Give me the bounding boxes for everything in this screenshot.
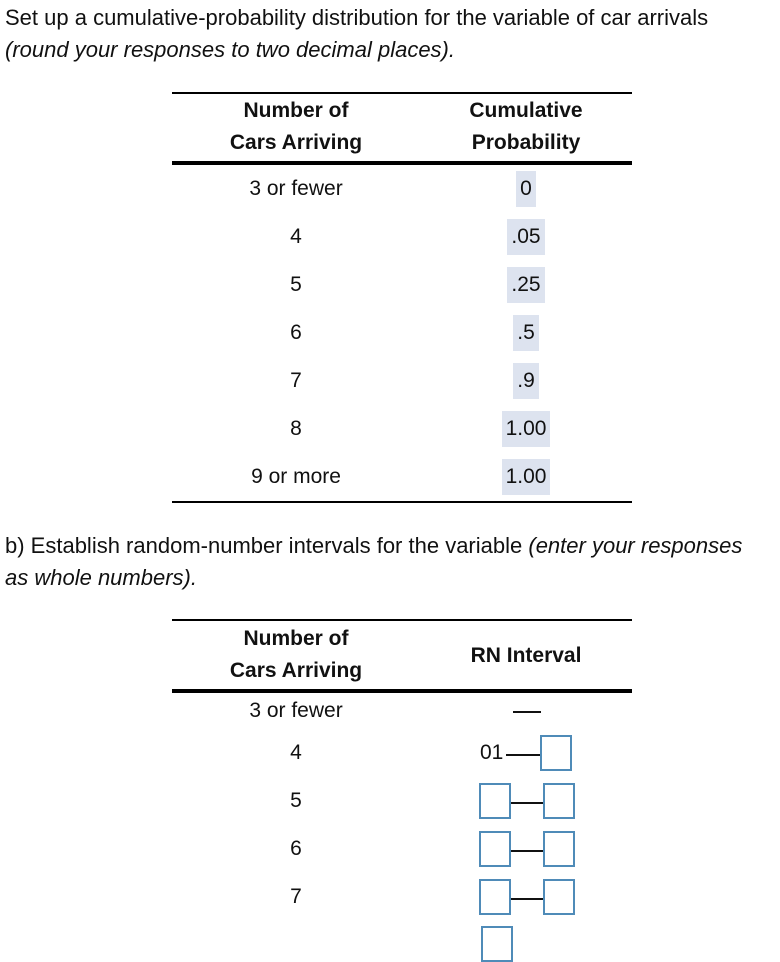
table-a-bottom-rule <box>172 501 632 503</box>
table-a-top-rule <box>172 92 632 94</box>
cumulative-probability-answer[interactable]: .25 <box>507 267 544 303</box>
table-a-cars-cell: 8 <box>290 417 302 440</box>
rn-interval-end-input[interactable] <box>543 879 575 915</box>
rn-interval-end-input[interactable] <box>543 783 575 819</box>
table-a-cars-cell: 4 <box>290 225 302 248</box>
cumulative-probability-answer[interactable]: 1.00 <box>502 459 551 495</box>
rn-interval-end-input[interactable] <box>543 831 575 867</box>
table-a-cars-cell: 6 <box>290 321 302 344</box>
table-b-cars-cell: 6 <box>290 837 302 860</box>
rn-partial-input[interactable] <box>481 926 513 962</box>
table-a-header-prob-line2: Probability <box>471 131 581 154</box>
table-a-header-cars <box>172 95 420 159</box>
rn-interval-dash <box>511 802 543 804</box>
cumulative-probability-answer[interactable]: 0 <box>516 171 536 207</box>
rn-interval-start-input[interactable] <box>479 879 511 915</box>
table-b-header-cars <box>172 623 420 687</box>
rn-interval-start-input[interactable] <box>479 783 511 819</box>
cumulative-probability-answer[interactable]: .9 <box>513 363 539 399</box>
rn-interval-start-input[interactable] <box>479 831 511 867</box>
part-b-instruction-text: b) Establish random-number intervals for the variable <box>5 533 523 558</box>
table-b-cars-cell: 7 <box>290 885 302 908</box>
rn-interval-start: 01 <box>480 741 504 764</box>
table-b-header-rn: RN Interval <box>470 644 582 667</box>
table-a-cars-cell: 7 <box>290 369 302 392</box>
table-a-cars-cell: 9 or more <box>251 465 341 488</box>
table-b-header-cars-line2: Cars Arriving <box>229 659 363 682</box>
cumulative-probability-answer[interactable]: .05 <box>507 219 544 255</box>
part-b-instruction <box>5 530 765 594</box>
table-b-top-rule <box>172 619 632 621</box>
part-a-instruction-italic: (round your responses to two decimal places). <box>5 37 455 62</box>
table-a-header-prob-line1: Cumulative <box>469 99 583 122</box>
cumulative-probability-answer[interactable]: 1.00 <box>502 411 551 447</box>
table-b-cars-cell: 5 <box>290 789 302 812</box>
cumulative-probability-answer[interactable]: .5 <box>513 315 539 351</box>
rn-interval-dash <box>511 850 543 852</box>
table-a-header-cars-line2: Cars Arriving <box>229 131 363 154</box>
table-a-cars-cell: 3 or fewer <box>249 177 343 200</box>
table-b-cars-cell: 4 <box>290 741 302 764</box>
table-b-cars-cell: 3 or fewer <box>249 699 343 722</box>
rn-interval-end-input[interactable] <box>540 735 572 771</box>
rn-interval-dash <box>511 898 543 900</box>
rn-interval-dash <box>513 711 541 713</box>
table-a-cars-cell: 5 <box>290 273 302 296</box>
part-b-instruction-italic: (enter your responses as whole numbers). <box>5 533 743 590</box>
part-a-instruction-text: Set up a cumulative-probability distribution for the variable of car arrivals <box>5 5 709 30</box>
table-a-header-cars-line1: Number of <box>243 99 349 122</box>
table-a-header-prob <box>420 95 632 159</box>
table-b-header-cars-line1: Number of <box>243 627 349 650</box>
part-a-instruction <box>5 2 765 66</box>
rn-interval-dash <box>506 754 540 756</box>
table-a-header-rule <box>172 161 632 165</box>
table-b-header-rule <box>172 689 632 693</box>
